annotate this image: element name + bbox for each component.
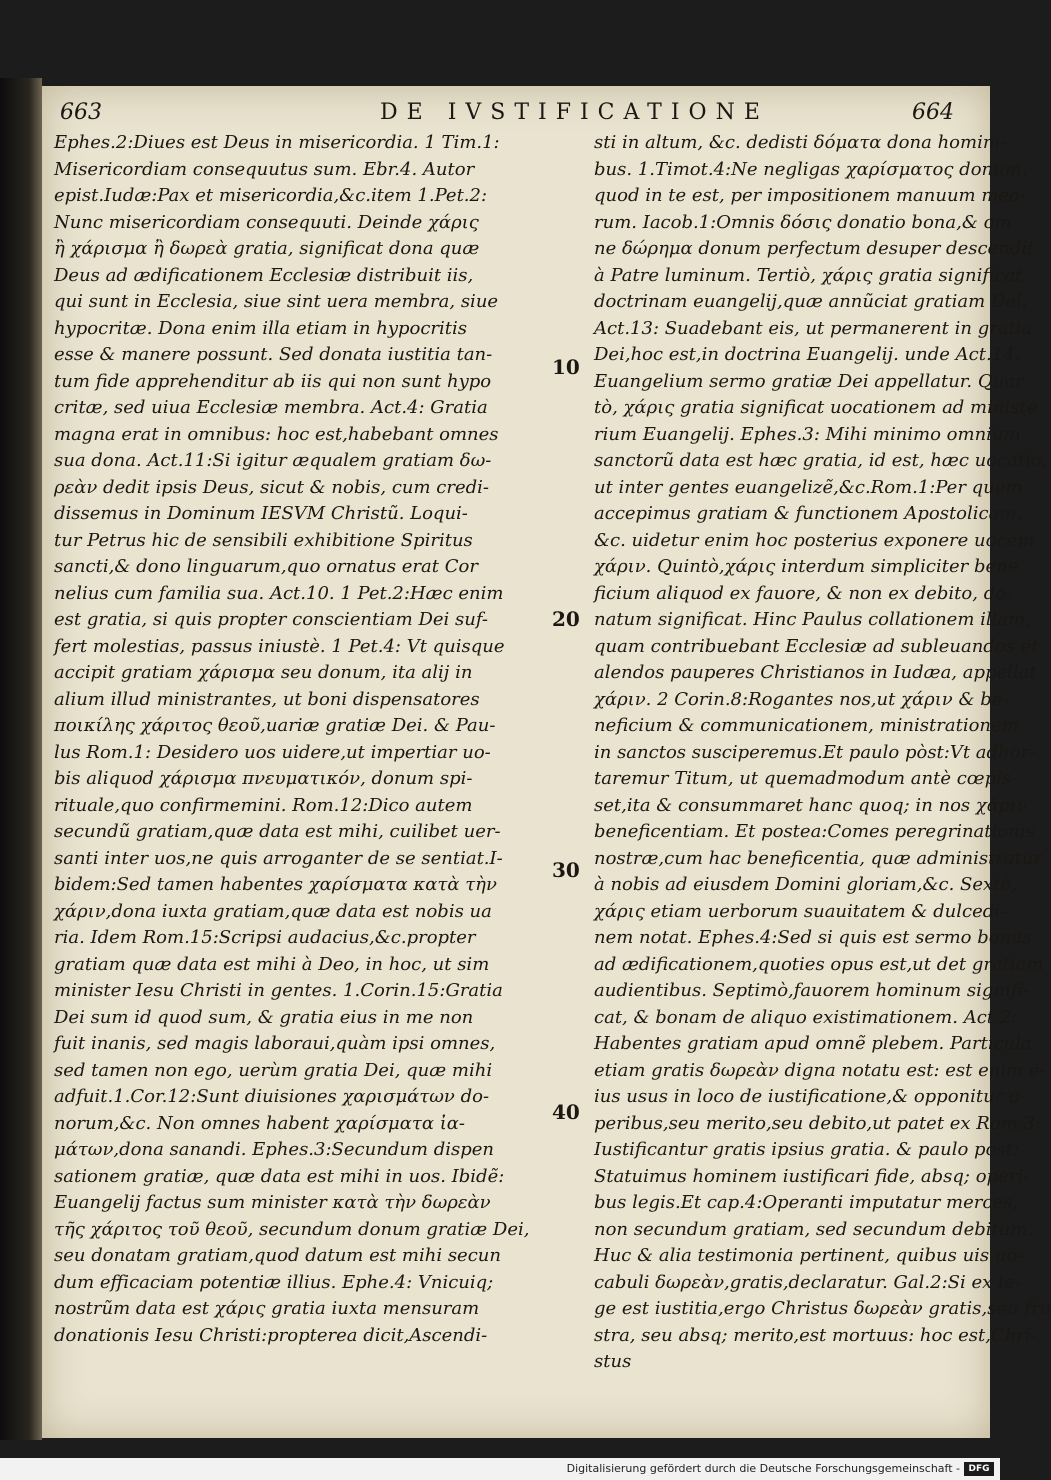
text-line: à nobis ad eiusdem Domini gloriam,&c. Sextò, <box>594 874 1017 895</box>
text-line: alendos pauperes Christianos in Iudæa, appellat <box>594 662 1037 683</box>
text-line: sti in altum, &c. dedisti δόματα dona homini- <box>594 132 1007 153</box>
text-line: rum. Iacob.1:Omnis δόσις donatio bona,& om <box>594 211 1012 233</box>
text-line: Misericordiam consequutus sum. Ebr.4. Autor <box>54 158 475 180</box>
text-line: μάτων,dona sanandi. Ephes.3:Secundum dispen <box>54 1139 494 1160</box>
text-line: Statuimus hominem iustificari fide, absq; operi- <box>594 1165 1030 1187</box>
text-line: tum fide apprehenditur ab iis qui non sunt hypo <box>54 370 492 392</box>
text-line: ius usus in loco de iustificatione,& opponitur o- <box>594 1086 1026 1107</box>
text-line: santi inter uos,ne quis arroganter de se sentiat.I- <box>54 847 503 869</box>
text-line: natum significat. Hinc Paulus collationem illam, <box>594 609 1031 630</box>
text-line: donationis Iesu Christi:propterea dicit,Ascendi- <box>54 1324 488 1346</box>
text-line: ne δώρημα donum perfectum desuper descendit <box>594 238 1035 259</box>
text-line: Euangelij factus sum minister κατὰ τὴν δωρεὰν <box>54 1192 491 1213</box>
text-line: tur Petrus hic de sensibili exhibitione Spiritus <box>54 529 473 551</box>
text-line: χάριν,dona iuxta gratiam,quæ data est nobis ua <box>54 900 492 922</box>
text-line: nostræ,cum hac beneficentia, quæ administratur <box>594 847 1043 869</box>
text-line: ποικίλης χάριτος θεοῦ,uariæ gratiæ Dei. & Pau- <box>54 715 496 736</box>
text-line: accipit gratiam χάρισμα seu donum, ita alij in <box>54 662 473 683</box>
text-line: rituale,quo confirmemini. Rom.12:Dico autem <box>54 794 473 816</box>
text-line: Ephes.2:Diues est Deus in misericordia. 1 Tim.1: <box>54 132 500 153</box>
text-line: bidem:Sed tamen habentes χαρίσματα κατὰ τὴν <box>54 874 497 895</box>
text-line: cat, & bonam de aliquo existimationem. Act.2: <box>594 1006 1018 1028</box>
text-line: etiam gratis δωρεὰν digna notatu est: est enim e- <box>594 1059 1046 1081</box>
text-line: à Patre luminum. Tertiò, χάρις gratia significat <box>594 264 1023 286</box>
text-line: Dei sum id quod sum, & gratia eius in me non <box>54 1006 474 1028</box>
text-line: bus legis.Et cap.4:Operanti imputatur merces, <box>594 1192 1019 1213</box>
text-line: dissemus in Dominum IESVM Christũ. Loqui- <box>54 503 468 524</box>
text-line: qui sunt in Ecclesia, siue sint uera membra, siue <box>54 291 499 312</box>
left-column <box>54 130 559 1349</box>
text-line: ficium aliquod ex fauore, & non ex debito, do- <box>594 582 1013 604</box>
line-marker-40: 40 <box>552 1100 580 1124</box>
text-line: est gratia, si quis propter conscientiam Dei suf- <box>54 609 488 630</box>
scan-left-edge <box>0 78 42 1440</box>
text-line: τῆς χάριτος τοῦ θεοῦ, secundum donum gratiæ Dei, <box>54 1218 530 1240</box>
text-line: hypocritæ. Dona enim illa etiam in hypocritis <box>54 317 468 339</box>
text-line: nostrũm data est χάρις gratia iuxta mensuram <box>54 1298 480 1319</box>
text-line: nelius cum familia sua. Act.10. 1 Pet.2:Hæc enim <box>54 582 504 604</box>
text-line: rium Euangelij. Ephes.3: Mihi minimo omnium <box>594 423 1021 445</box>
running-title: DE IVSTIFICATIONE <box>380 100 769 125</box>
text-line: χάριν. Quintò,χάρις interdum simpliciter bene <box>594 556 1019 577</box>
text-line: sancti,& dono linguarum,quo ornatus erat Cor <box>54 556 478 577</box>
text-line: bus. 1.Timot.4:Ne negligas χαρίσματος donum, <box>594 158 1028 180</box>
text-line: sed tamen non ego, uerùm gratia Dei, quæ mihi <box>54 1059 493 1081</box>
text-line: bis aliquod χάρισμα πνευματικόν, donum spi- <box>54 768 473 789</box>
right-column <box>594 130 1051 1376</box>
text-line: lus Rom.1: Desidero uos uidere,ut impertiar uo- <box>54 741 491 763</box>
text-line: fert molestias, passus iniustè. 1 Pet.4: Vt quisque <box>54 635 505 657</box>
text-line: gratiam quæ data est mihi à Deo, in hoc, ut sim <box>54 953 490 975</box>
text-line: sationem gratiæ, quæ data est mihi in uos. Ibidẽ: <box>54 1165 505 1187</box>
text-line: alium illud ministrantes, ut boni dispensatores <box>54 688 480 710</box>
text-line: cabuli δωρεὰν,gratis,declaratur. Gal.2:Si ex le- <box>594 1271 1021 1293</box>
line-marker-20: 20 <box>552 607 580 631</box>
text-line: in sanctos susciperemus.Et paulo pòst:Vt adhor- <box>594 741 1036 763</box>
text-line: set,ita & consummaret hanc quoq; in nos χάριν <box>594 794 1028 816</box>
dfg-logo: DFG <box>964 1462 994 1476</box>
text-line: χάριν. 2 Corin.8:Rogantes nos,ut χάριν & be- <box>594 688 1009 710</box>
text-line: audientibus. Septimò,fauorem hominum signifi- <box>594 980 1029 1001</box>
page-header <box>50 100 970 130</box>
text-line: Dei,hoc est,in doctrina Euangelij. unde Act.14. <box>594 344 1021 365</box>
folio-right: 664 <box>912 100 954 125</box>
text-line: stra, seu absq; merito,est mortuus: hoc est,Chri- <box>594 1324 1037 1346</box>
text-line: ge est iustitia,ergo Christus δωρεὰν gratis,seu fru <box>594 1298 1051 1319</box>
text-line: non secundum gratiam, sed secundum debitum. <box>594 1218 1034 1240</box>
text-line: taremur Titum, ut quemadmodum antè cœpis- <box>594 768 1018 789</box>
text-line: Nunc misericordiam consequuti. Deinde χάρις <box>54 211 479 233</box>
text-line: ria. Idem Rom.15:Scripsi audacius,&c.propter <box>54 927 476 948</box>
line-marker-30: 30 <box>552 858 580 882</box>
text-line: adfuit.1.Cor.12:Sunt diuisiones χαρισμάτων do- <box>54 1086 490 1107</box>
text-line: quod in te est, per impositionem manuum mea- <box>594 185 1026 206</box>
footer-credit: Digitalisierung gefördert durch die Deutsche Forschungsgemeinschaft - <box>566 1462 960 1475</box>
text-line: ρεὰν dedit ipsis Deus, sicut & nobis, cum credi- <box>54 476 489 498</box>
text-line: sua dona. Act.11:Si igitur æqualem gratiam δω- <box>54 450 492 471</box>
text-line: Habentes gratiam apud omnẽ plebem. Particula <box>594 1033 1032 1054</box>
line-marker-10: 10 <box>552 355 580 379</box>
text-line: secundũ gratiam,quæ data est mihi, cuilibet uer- <box>54 821 501 842</box>
text-line: stus <box>594 1351 632 1372</box>
text-line: neficium & communicationem, ministrationem <box>594 715 1019 736</box>
text-line: dum efficaciam potentiæ illius. Ephe.4: Vnicuiq; <box>54 1271 494 1293</box>
text-line: norum,&c. Non omnes habent χαρίσματα ἰα- <box>54 1112 465 1134</box>
text-line: peribus,seu merito,seu debito,ut patet ex Rom.3: <box>594 1112 1042 1134</box>
text-line: fuit inanis, sed magis laboraui,quàm ipsi omnes, <box>54 1033 496 1054</box>
text-line: magna erat in omnibus: hoc est,habebant omnes <box>54 423 499 445</box>
text-line: Huc & alia testimonia pertinent, quibus uis uo- <box>594 1245 1024 1266</box>
text-line: quam contribuebant Ecclesiæ ad subleuandos et <box>594 635 1039 657</box>
text-line: Act.13: Suadebant eis, ut permanerent in gratia <box>594 317 1033 339</box>
text-line: Deus ad ædificationem Ecclesiæ distribuit iis, <box>54 264 474 286</box>
text-line: esse & manere possunt. Sed donata iustitia tan- <box>54 344 493 365</box>
text-line: ἢ χάρισμα ἢ δωρεὰ gratia, significat dona quæ <box>54 238 480 259</box>
text-line: minister Iesu Christi in gentes. 1.Corin.15:Gratia <box>54 980 503 1001</box>
text-line: nem notat. Ephes.4:Sed si quis est sermo bonus <box>594 927 1033 948</box>
text-line: tò, χάρις gratia significat uocationem ad ministe <box>594 397 1038 418</box>
text-line: &c. uidetur enim hoc posterius exponere uocem <box>594 529 1035 551</box>
folio-left: 663 <box>60 100 102 125</box>
text-line: accepimus gratiam & functionem Apostolicam, <box>594 503 1023 524</box>
text-line: Euangelium sermo gratiæ Dei appellatur. Quar <box>594 370 1024 392</box>
text-line: sanctorũ data est hæc gratia, id est, hæc uocatio, <box>594 450 1048 471</box>
text-line: χάρις etiam uerborum suauitatem & dulcedi- <box>594 900 1007 922</box>
text-line: epist.Iudæ:Pax et misericordia,&c.item 1.Pet.2: <box>54 185 488 206</box>
text-line: critæ, sed uiua Ecclesiæ membra. Act.4: Gratia <box>54 397 488 418</box>
text-line: ut inter gentes euangelizẽ,&c.Rom.1:Per quem <box>594 476 1023 498</box>
text-line: doctrinam euangelij,quæ annũciat gratiam Dei. <box>594 291 1028 312</box>
text-line: seu donatam gratiam,quod datum est mihi secun <box>54 1245 501 1266</box>
text-line: ad ædificationem,quoties opus est,ut det gratiam <box>594 953 1044 975</box>
text-line: beneficentiam. Et postea:Comes peregrinationis <box>594 821 1035 842</box>
text-line: Iustificantur gratis ipsius gratia. & paulo pòst: <box>594 1139 1019 1160</box>
